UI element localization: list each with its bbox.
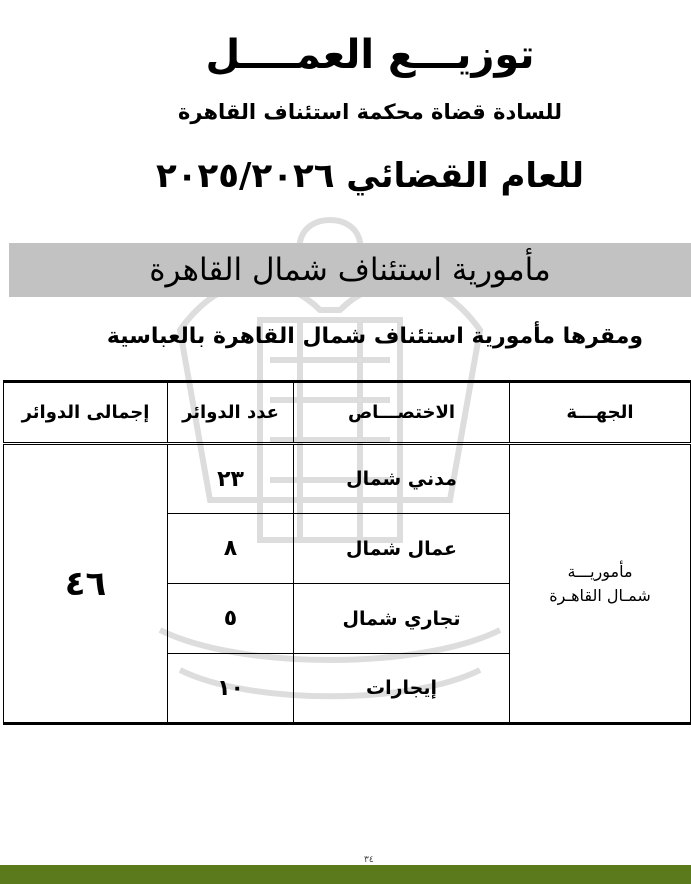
footer-green-bar [0,865,691,884]
header-circuits: عدد الدوائر [168,382,294,444]
circuits-cell: ٨ [168,514,294,584]
header-total: إجمالى الدوائر [4,382,168,444]
document-title: توزيـــع العمــــل [205,32,535,78]
entity-line-2: شمـال القاهـرة [549,585,651,605]
entity-line-1: مأموريـــة [567,561,633,581]
specialization-cell: تجاري شمال [294,584,510,654]
specialization-cell: عمال شمال [294,514,510,584]
table-header-row [4,382,691,444]
header-specialization: الاختصـــاص [294,382,510,444]
total-circuits-cell: ٤٦ [4,444,168,724]
table-row [4,444,691,514]
document-subtitle: للسادة قضاة محكمة استئناف القاهرة [178,100,562,124]
entity-cell [510,444,691,724]
specialization-cell: مدني شمال [294,444,510,514]
page-number-mark: ٣٤ [364,855,374,865]
circuits-cell: ٥ [168,584,294,654]
section-title-bar: مأمورية استئناف شمال القاهرة [9,243,691,297]
headquarters-line: ومقرها مأمورية استئناف شمال القاهرة بالعباسية [106,324,643,349]
judicial-year-heading: للعام القضائي ٢٠٢٥/٢٠٢٦ [156,156,584,196]
distribution-table [3,380,691,725]
circuits-cell: ١٠ [168,654,294,724]
header-entity: الجهـــة [510,382,691,444]
circuits-cell: ٢٣ [168,444,294,514]
specialization-cell: إيجارات [294,654,510,724]
distribution-table-container [4,380,691,725]
